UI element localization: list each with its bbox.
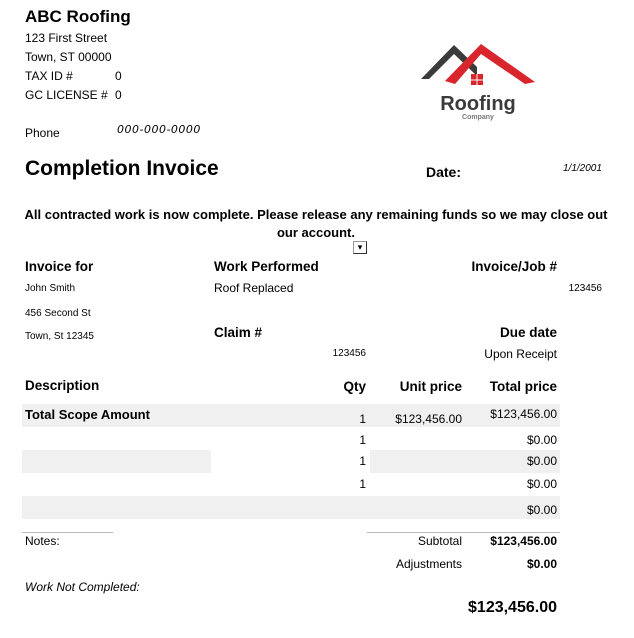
- gc-license-label: GC LICENSE #: [25, 88, 108, 102]
- client-street: 456 Second St: [25, 308, 91, 319]
- invoice-title: Completion Invoice: [25, 157, 219, 180]
- table-row-total: $0.00: [526, 454, 557, 468]
- logo-tagline: Company: [462, 114, 494, 121]
- roof-logo-icon: [421, 41, 535, 121]
- client-city: Town, St 12345: [25, 331, 94, 342]
- company-name: ABC Roofing: [25, 7, 131, 26]
- subtotal-label: Subtotal: [417, 534, 462, 548]
- invoice-job-label: Invoice/Job #: [471, 259, 557, 274]
- due-date-label: Due date: [499, 325, 557, 340]
- work-performed-value: Roof Replaced: [214, 281, 294, 295]
- company-street: 123 First Street: [25, 31, 108, 45]
- tax-id-value: 0: [115, 69, 122, 83]
- notes-rule: [22, 532, 113, 533]
- phone-label: Phone: [25, 126, 60, 140]
- table-row-unit: $123,456.00: [395, 412, 462, 426]
- table-row-qty: 1: [359, 412, 366, 426]
- chevron-down-icon: ▾: [357, 242, 363, 252]
- date-value[interactable]: 1/1/2001: [563, 163, 602, 174]
- claim-label: Claim #: [214, 325, 263, 340]
- table-row-total: $0.00: [526, 503, 557, 517]
- col-qty: Qty: [343, 379, 366, 394]
- table-row-qty: 1: [359, 454, 366, 468]
- grand-total: $123,456.00: [468, 599, 557, 616]
- row-shade: [22, 496, 560, 519]
- date-label: Date:: [426, 164, 462, 180]
- due-date-value: Upon Receipt: [484, 347, 557, 361]
- phone-value: 000-000-0000: [117, 123, 201, 136]
- work-performed-label: Work Performed: [214, 259, 319, 274]
- col-total-price: Total price: [489, 379, 557, 394]
- notes-label: Notes:: [25, 534, 60, 548]
- invoice-job-value: 123456: [568, 283, 602, 294]
- subtotal-value: $123,456.00: [490, 534, 557, 548]
- invoice-for-label: Invoice for: [25, 259, 94, 274]
- work-not-completed-label: Work Not Completed:: [25, 580, 140, 594]
- row-shade: [22, 450, 211, 473]
- tax-id-label: TAX ID #: [25, 69, 73, 83]
- claim-value: 123456: [332, 348, 366, 359]
- gc-license-value: 0: [115, 88, 122, 102]
- table-row-qty: 1: [359, 477, 366, 491]
- company-logo: [421, 41, 535, 121]
- adjustments-label: Adjustments: [395, 557, 462, 571]
- col-unit-price: Unit price: [399, 379, 462, 394]
- adjustments-value: $0.00: [526, 557, 557, 571]
- table-row-qty: 1: [359, 433, 366, 447]
- dropdown-button[interactable]: [353, 241, 367, 254]
- completion-message: All contracted work is now complete. Please release any remaining funds so we may close out our account.: [24, 207, 608, 240]
- col-description: Description: [25, 378, 100, 393]
- table-row-total: $0.00: [526, 433, 557, 447]
- table-row-total: $123,456.00: [490, 407, 557, 421]
- company-city: Town, ST 00000: [25, 50, 112, 64]
- client-name: John Smith: [25, 283, 76, 294]
- table-row-description: Total Scope Amount: [25, 407, 150, 422]
- subtotal-rule: [367, 532, 560, 533]
- table-row-total: $0.00: [526, 477, 557, 491]
- logo-brand: Roofing: [440, 93, 516, 115]
